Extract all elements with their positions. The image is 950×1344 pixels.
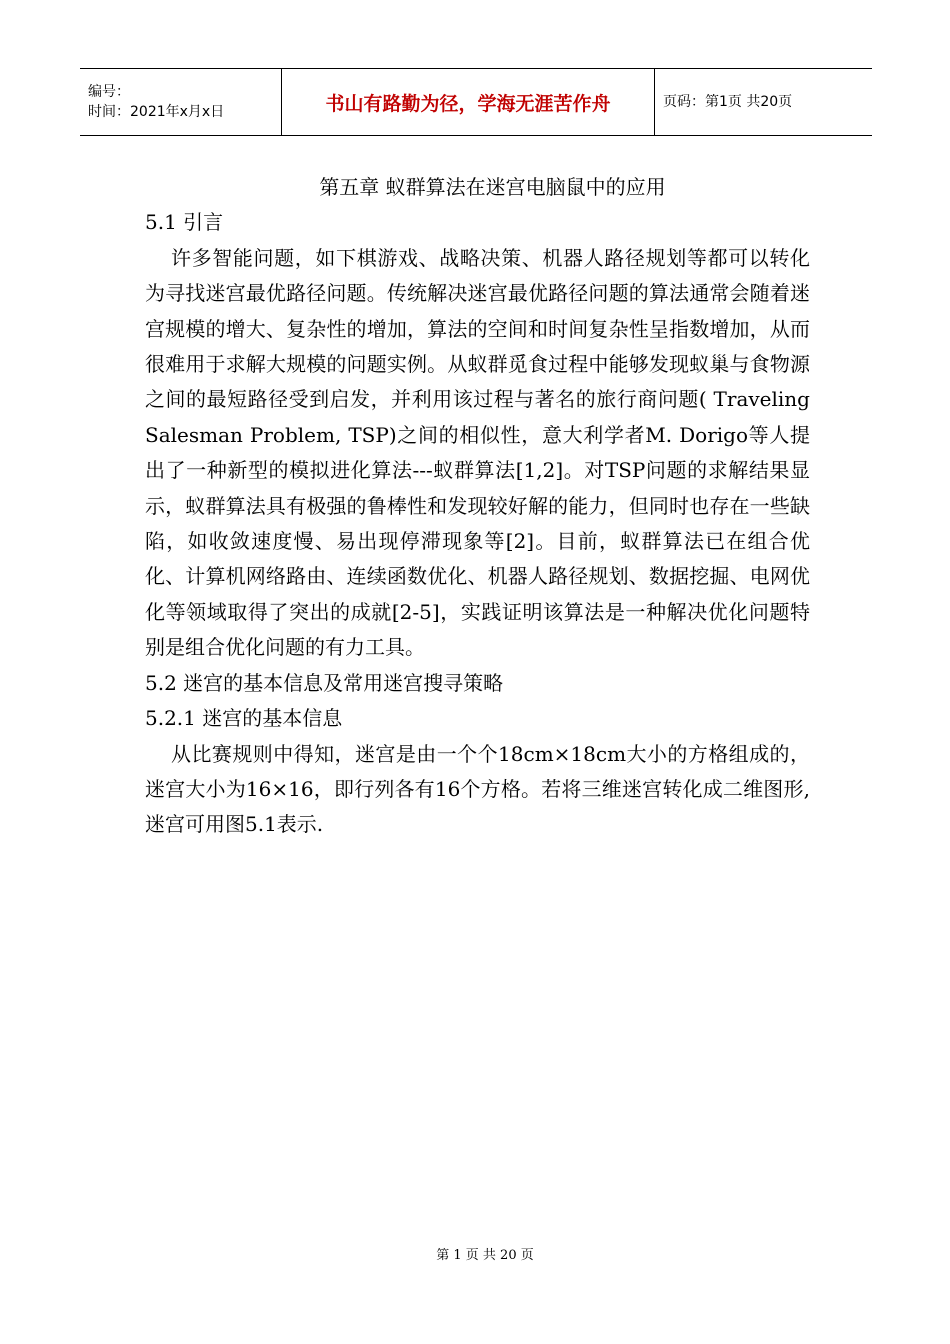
chapter-title: 第五章 蚁群算法在迷宫电脑鼠中的应用 bbox=[319, 175, 666, 199]
page-header bbox=[80, 68, 872, 136]
paragraph-intro: 许多智能问题，如下棋游戏、战略决策、机器人路径规划等都可以转化为寻找迷宫最优路径问题。传统解决迷宫最优路径问题的算法通常会随着迷宫规模的增大、复杂性的增加，算法的空间和时间复杂性呈指数增加，从而很难用于求解大规模的问题实例。从蚁群觅食过程中能够发现蚁巢与食物源之间的最短路径受到启发，并利用该过程与著名的旅行商问题( Traveling Salesman Problem, TSP)之间的相似性，意大利学者M. Dorigo等人提出了一种新型的模拟进化算法---蚁群算法[1,2]。对TSP问题的求解结果显示，蚁群算法具有极强的鲁棒性和发现较好解的能力，但同时也存在一些缺陷，如收敛速度慢、易出现停滞现象等[2]。目前，蚁群算法已在组合优化、计算机网络路由、连续函数优化、机器人路径规划、数据挖掘、电网优化等领域取得了突出的成就[2-5]，实践证明该算法是一种解决优化问题特别是组合优化问题的有力工具。 bbox=[145, 245, 810, 660]
time-label: 时间：2021年x月x日 bbox=[88, 104, 225, 120]
section-heading-5-2: 5.2 迷宫的基本信息及常用迷宫搜寻策略 bbox=[145, 670, 504, 695]
section-heading-5-1: 5.1 引言 bbox=[145, 210, 224, 235]
header-motto-cell bbox=[282, 69, 655, 136]
page-footer: 第 1 页 共 20 页 bbox=[436, 1248, 534, 1263]
header-left-cell bbox=[80, 69, 282, 136]
document-body bbox=[145, 170, 810, 843]
header-motto: 书山有路勤为径，学海无涯苦作舟 bbox=[325, 92, 611, 115]
section-heading-5-2-1: 5.2.1 迷宫的基本信息 bbox=[145, 706, 343, 731]
page-info: 页码：第1页 共20页 bbox=[663, 94, 793, 110]
header-right-cell bbox=[655, 69, 873, 136]
serial-label: 编号： bbox=[88, 84, 130, 100]
paragraph-maze-info: 从比赛规则中得知，迷宫是由一个个18cm×18cm大小的方格组成的，迷宫大小为16×16，即行列各有16个方格。若将三维迷宫转化成二维图形,迷宫可用图5.1表示. bbox=[145, 741, 810, 837]
